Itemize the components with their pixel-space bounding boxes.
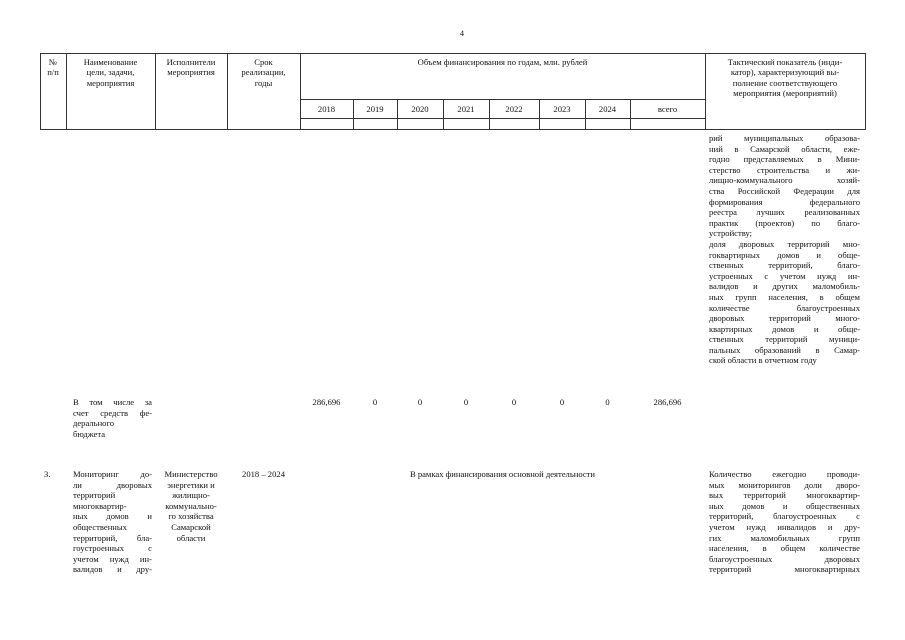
indicator-line: годно представляемых в Мини-	[709, 154, 860, 165]
indicator-line: рий муниципальных образова-	[709, 133, 860, 143]
row3-indicator-line: Количество ежегодно проводи-	[709, 469, 860, 479]
row3-number: 3.	[44, 469, 51, 479]
years-bottom-border	[300, 118, 705, 119]
row3-indicator-line: ных домов и общественных	[709, 500, 860, 511]
row3-name	[73, 469, 152, 575]
row3-executor-line: жилищно-	[172, 490, 210, 501]
indicator-line: пальных образований в Самар-	[709, 344, 860, 355]
federal-2018: 286,696	[312, 397, 341, 407]
row3-name-line: территорий	[73, 490, 116, 501]
row3-executor-line: го хозяйства	[168, 511, 214, 522]
indicator-line: квартирных домов и обще-	[709, 323, 860, 334]
row3-indicator-line: территорий многоквартирных	[709, 564, 860, 575]
row3-name-line: учетом нужд ин-	[73, 553, 152, 564]
federal-2024: 0	[605, 397, 610, 407]
table-top-border	[40, 53, 865, 54]
row3-indicator-line: мых мониторингов доли дворо-	[709, 479, 860, 490]
federal-total: 286,696	[653, 397, 682, 407]
row3-name-line: Мониторинг до-	[73, 469, 152, 479]
federal-2019: 0	[372, 397, 378, 407]
year-2021: 2021	[457, 104, 475, 114]
indicator-line: ства Российской Федерации для	[709, 185, 860, 196]
year-2024: 2024	[598, 104, 617, 114]
row3-name-line: валидов и дру-	[73, 564, 152, 575]
federal-label-line: дерального	[73, 418, 115, 429]
indicator-line: гоквартирных домов и обще-	[709, 249, 860, 260]
indicator-line: ний в Самарской области, еже-	[709, 143, 860, 154]
header-financing: Объем финансирования по годам, млн. рублей	[417, 57, 588, 67]
years-divider	[300, 99, 705, 100]
col-border	[865, 53, 866, 130]
indicator-line: лищно-коммунального хозяй-	[709, 175, 860, 186]
indicator-line: ных групп населения, в общем	[709, 291, 860, 302]
indicator-line: доля дворовых территорий мно-	[709, 238, 860, 249]
header-num: № п/п	[47, 57, 59, 78]
row3-executor-line: энергетики и	[167, 479, 215, 490]
row3-executor-line: области	[176, 532, 206, 543]
federal-budget-label	[73, 397, 152, 439]
row3-name-line: общественных	[73, 521, 127, 532]
year-2023: 2023	[553, 104, 571, 114]
indicator-line: реестра лучших реализованных	[709, 207, 860, 218]
row3-name-line: гоустроенных с	[73, 543, 152, 554]
federal-2021: 0	[463, 397, 469, 407]
row3-indicator-line: территорий, благоустроенных с	[709, 511, 860, 522]
indicator-line: ственных территорий муници-	[709, 334, 860, 345]
indicator-line: ской области в отчетном году	[709, 355, 817, 366]
year-2019: 2019	[366, 104, 384, 114]
row3-indicator-line: населения, в общем количестве	[709, 543, 860, 554]
federal-2022: 0	[511, 397, 517, 407]
indicator-line: формирования федерального	[709, 196, 860, 207]
header-indicator: Тактический показатель (инди- катор), характеризующий вы- полнение соответствующего мероприятия (мероприятий)	[727, 57, 843, 99]
page-number: 4	[460, 29, 464, 38]
indicator-line: практик (проектов) по благо-	[709, 217, 860, 228]
header-executors: Исполнители мероприятия	[166, 57, 216, 78]
header-name: Наименование цели, задачи, мероприятия	[83, 57, 138, 88]
row3-indicator-line: вых территорий многоквартир-	[709, 490, 860, 501]
indicator-line: ственных территорий, благо-	[709, 260, 860, 271]
header-bottom-border	[40, 129, 865, 130]
row3-name-line: ли дворовых	[73, 479, 152, 490]
year-2020: 2020	[411, 104, 429, 114]
header-term: Срок реализации, годы	[241, 57, 286, 88]
federal-2020: 0	[417, 397, 423, 407]
row3-name-line: территорий, бла-	[73, 532, 152, 543]
continuation-indicator	[709, 133, 860, 366]
row3-indicator	[709, 469, 860, 575]
row3-executor-line: Министерство	[164, 469, 218, 479]
indicator-line: стерство строительства и жи-	[709, 164, 860, 175]
indicator-line: устроенных с учетом нужд ин-	[709, 270, 860, 281]
row3-indicator-line: учетом нужд инвалидов и дру-	[709, 521, 860, 532]
indicator-line: количестве благоустроенных	[709, 302, 860, 313]
row3-financing: В рамках финансирования основной деятельности	[409, 469, 596, 479]
indicator-line: устройству;	[709, 228, 753, 239]
row3-executor-line: коммунально-	[165, 500, 217, 511]
indicator-line: дворовых территорий много-	[709, 313, 860, 324]
row3-executors	[156, 469, 226, 543]
row3-executor-line: Самарской	[171, 521, 211, 532]
row3-name-line: многоквартир-	[73, 500, 127, 511]
year-total: всего	[657, 104, 678, 114]
year-2022: 2022	[505, 104, 523, 114]
row3-term: 2018 – 2024	[242, 469, 285, 479]
year-2018: 2018	[317, 104, 336, 114]
row3-indicator-line: благоустроенных дворовых	[709, 553, 860, 564]
federal-2023: 0	[559, 397, 565, 407]
indicator-line: валидов и других маломобиль-	[709, 281, 860, 292]
row3-indicator-line: гих маломобильных групп	[709, 532, 860, 543]
federal-label-line: В том числе за	[73, 397, 152, 407]
federal-label-line: бюджета	[73, 428, 106, 439]
row3-name-line: ных домов и	[73, 511, 152, 522]
federal-label-line: счет средств фе-	[73, 407, 152, 418]
